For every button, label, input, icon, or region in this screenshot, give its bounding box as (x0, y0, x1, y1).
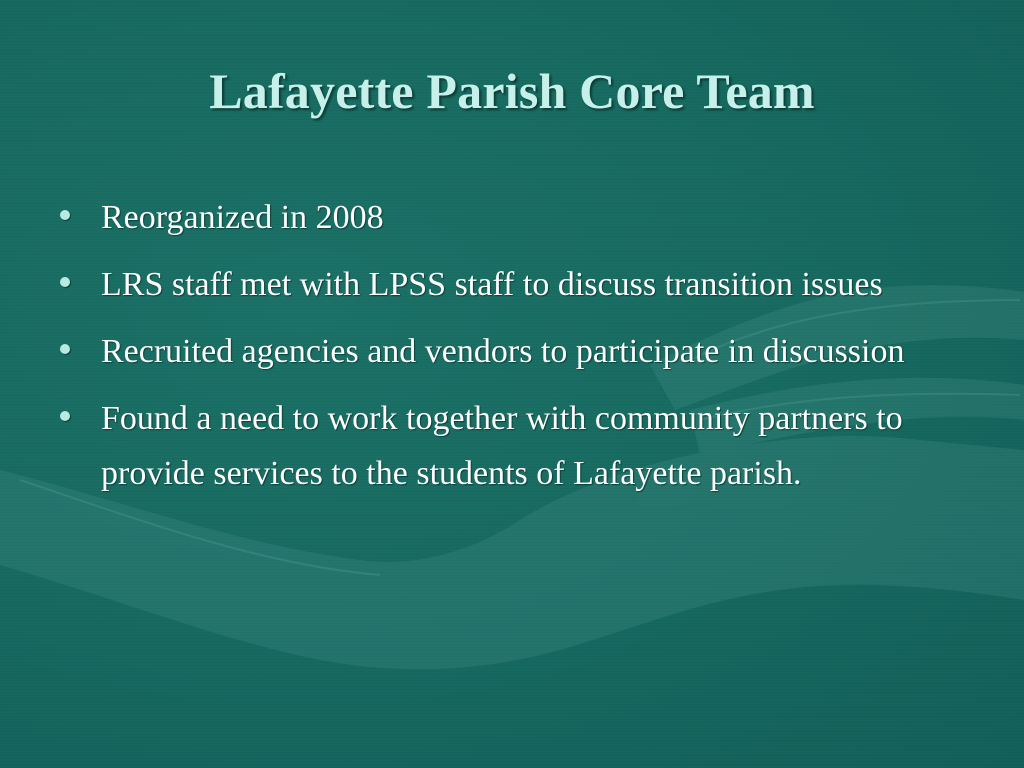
bullet-list (58, 190, 988, 513)
bullet-dot-icon (60, 411, 70, 421)
bullet-text: Found a need to work together with community partners to provide services to the students of Lafayette parish. (101, 400, 903, 492)
bullet-dot-icon (60, 210, 70, 220)
bullet-item (58, 257, 988, 312)
bullet-text: LRS staff met with LPSS staff to discuss transition issues (101, 266, 883, 303)
bullet-item (58, 391, 988, 501)
slide-title: Lafayette Parish Core Team (209, 63, 815, 119)
bullet-text: Recruited agencies and vendors to participate in discussion (101, 333, 905, 370)
bullet-dot-icon (60, 344, 70, 354)
bullet-item (58, 190, 988, 245)
bullet-item (58, 324, 988, 379)
bullet-text: Reorganized in 2008 (101, 199, 384, 236)
bullet-dot-icon (60, 277, 70, 287)
